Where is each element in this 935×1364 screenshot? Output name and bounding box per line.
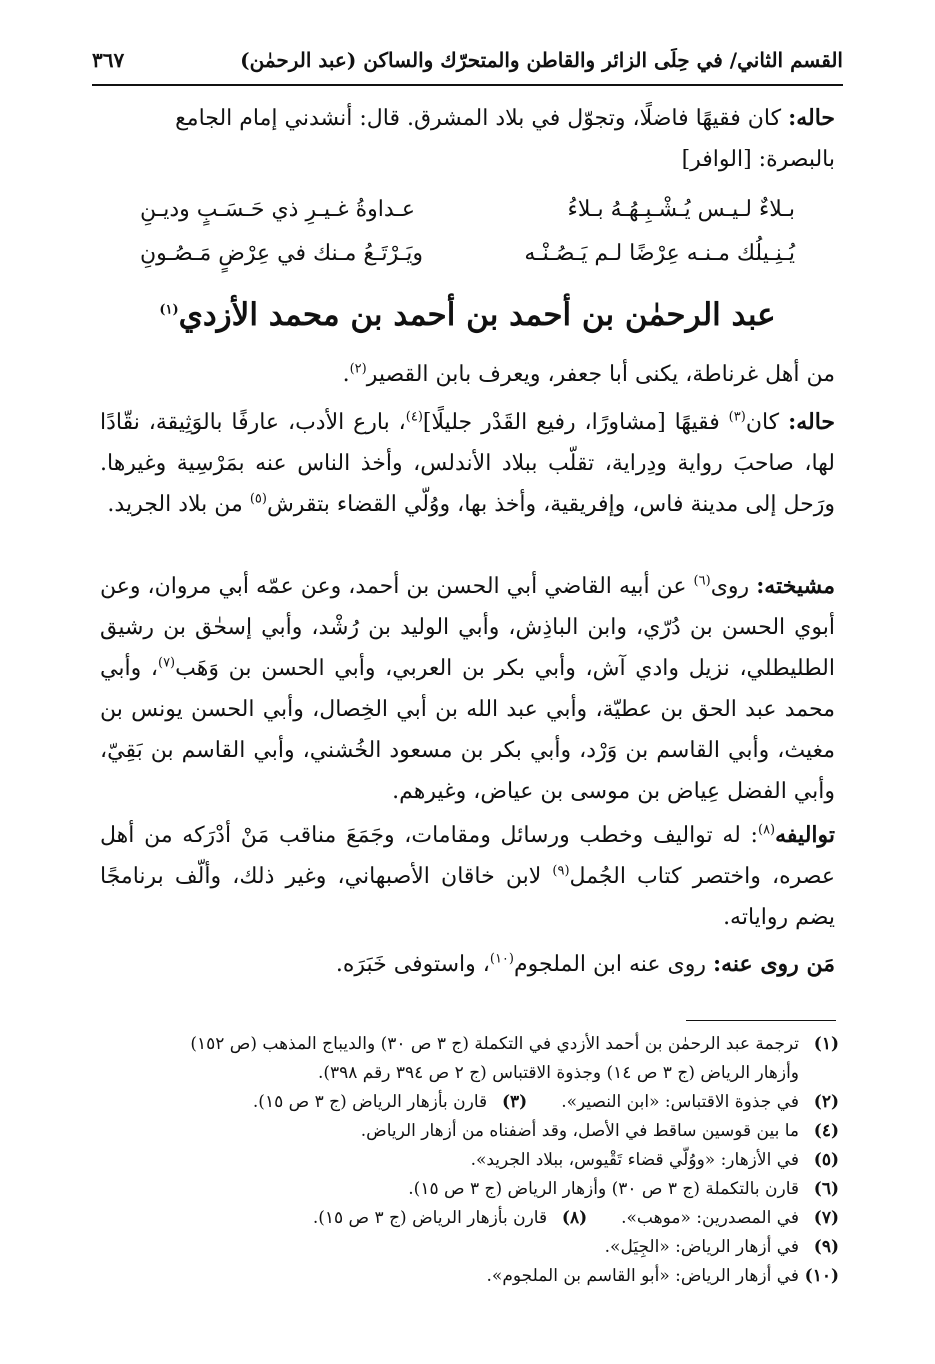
poem-verse	[140, 187, 795, 231]
paragraph-text: كان فقيهًا فاضلًا، وتجوّل في بلاد المشرق. قال: أنشدني إمام الجامع	[175, 106, 782, 131]
section-label: حاله:	[788, 409, 836, 435]
intro-paragraph	[100, 354, 835, 395]
paragraph-text: روى	[710, 574, 750, 599]
entry-title	[100, 290, 835, 340]
section-label: تواليفه	[775, 822, 835, 848]
footnote-text: في المصدرين: «موهب».	[621, 1208, 799, 1228]
hal-paragraph	[100, 402, 835, 525]
footnote-text: وأزهار الرياض (ج ٣ ص ١٤) وجذوة الاقتباس (ج ٢ ص ٣٩٤ رقم ٣٩٨).	[317, 1063, 799, 1083]
footnote-text: في أزهار الرياض: «أبو القاسم بن الملجوم».	[486, 1266, 799, 1286]
poem-verse	[140, 231, 795, 275]
section-label: مشيخته:	[756, 573, 835, 599]
footnote-ref: (١)	[159, 302, 179, 318]
footnote-ref: (٤)	[405, 409, 423, 425]
footnote-ref: (٣)	[728, 409, 746, 425]
footnote-7	[621, 1204, 839, 1233]
footnote-text: في أزهار الرياض: «الجِيَل».	[604, 1237, 799, 1257]
verse-hemistich-right: بـلاءٌ لـيـس يُـشْـبِـهُـهُ بـلاءُ	[567, 196, 795, 222]
footnote-number: (٢)	[813, 1092, 839, 1112]
footnote-ref: (٩)	[552, 863, 570, 879]
paragraph-text: بالبصرة: [الوافر]	[681, 147, 835, 172]
footnote-row-2-3	[96, 1088, 839, 1117]
footnote-number: (٦)	[813, 1179, 839, 1199]
page-number: ٣٦٧	[92, 48, 125, 72]
paragraph-text: ، بارع الأدب، عارفًا بالوَثِيقة، نقّادًا لها، صاحبَ رواية ودِراية، تقلّب ببلاد الأندلس، وأخذ الناس عنه بمَرْسِية وغيرها. ورَحل إلى مدينة فاس، وإفريقية، وأخذ بها، ووُلّي القضاء بتقرش	[100, 410, 835, 517]
footnote-6	[96, 1175, 839, 1204]
running-header	[92, 38, 843, 82]
previous-entry-paragraph	[100, 98, 835, 180]
footnote-number: (٣)	[501, 1092, 528, 1112]
footnote-number: (١)	[813, 1034, 839, 1054]
entry-title-text: عبد الرحمٰن بن أحمد بن أحمد بن محمد الأزدي	[178, 297, 776, 333]
footnote-rule	[686, 1020, 836, 1021]
footnote-number: (٧)	[813, 1208, 839, 1228]
paragraph-text: ، وأبي محمد عبد الحق بن عطيّة، وأبي عبد الله بن أبي الخِصال، وأبي الحسن يونس بن مغيث، وأبي القاسم بن وَرْد، وأبي بكر بن مسعود الخُشني، وأبي القاسم بن بَقِيّ، وأبي الفضل عِياض بن موسى بن عياض، وغيرهم.	[100, 656, 835, 804]
paragraph-text: من أهل غرناطة، يكنى أبا جعفر، ويعرف بابن القصير	[366, 362, 835, 387]
running-title: القسم الثاني/ في حِلَى الزائر والقاطن والمتحرّك والساكن (عبد الرحمٰن)	[240, 48, 843, 72]
footnote-8	[313, 1204, 587, 1233]
footnote-ref: (٨)	[757, 822, 776, 838]
footnote-ref: (١٠)	[489, 951, 514, 967]
footnote-5	[96, 1146, 839, 1175]
footnote-text: ما بين قوسين ساقط في الأصل، وقد أضفناه من أزهار الرياض.	[360, 1121, 799, 1141]
paragraph-text: : له تواليف وخطب ورسائل ومقامات، وجَمَعَ مناقب مَنْ أدْرَكه من أهل عصره، واختصر كتاب الجُمل	[100, 823, 835, 889]
header-rule	[92, 84, 843, 86]
footnote-ref: (٧)	[157, 655, 176, 671]
section-label: مَن روى عنه:	[713, 951, 835, 977]
footnote-ref: (٦)	[693, 573, 711, 589]
paragraph-text: ، واستوفى خَبَرَه.	[335, 952, 490, 977]
verse-hemistich-right: يُـنِـيلُك مـنـه عِرْضًا لـم يَـصُـنْـه	[524, 240, 795, 266]
footnote-text: في الأزهار: «ووُلّي قضاء تَقْيوس، ببلاد الجريد».	[470, 1150, 799, 1170]
verse-hemistich-left: عـداوةُ غـيـرِ ذي حَـسَـبٍ وديـنِ	[140, 196, 415, 222]
footnote-number: (٩)	[813, 1237, 839, 1257]
tawalif-paragraph	[100, 815, 835, 938]
footnote-text: في جذوة الاقتباس: «ابن النصير».	[561, 1092, 799, 1112]
paragraph-text: عن أبيه القاضي أبي الحسن بن أحمد، وعن عمّه أبي مروان، وعن أبوي الحسن بن دُرّي، وابن الباذِش، وأبي الوليد بن رُشْد، وأبي إسحٰق بن رشيق الطليطلي، نزيل وادي آش، وأبي بكر بن العربي، وأبي الحسن بن وَهَب	[100, 574, 835, 681]
footnote-text: قارن بالتكملة (ج ٣ ص ٣٠) وأزهار الرياض (ج ٣ ص ١٥).	[408, 1179, 799, 1199]
rawa-paragraph	[100, 944, 835, 985]
paragraph-text: من بلاد الجريد.	[107, 492, 243, 517]
footnote-2	[561, 1088, 839, 1117]
footnote-9	[96, 1233, 839, 1262]
footnote-number: (٤)	[813, 1121, 839, 1141]
footnote-1	[96, 1030, 839, 1059]
footnote-4	[96, 1117, 839, 1146]
paragraph-text: .	[342, 362, 350, 387]
footnote-10	[96, 1262, 839, 1291]
footnote-text: قارن بأزهار الرياض (ج ٣ ص ١٥).	[312, 1208, 548, 1228]
paragraph-text: كان	[745, 410, 780, 435]
verse-hemistich-left: ويَـرْتَـعُ مـنك في عِرْضٍ مَـصُـونِ	[140, 240, 423, 266]
section-label: حاله:	[788, 105, 835, 131]
footnote-text: قارن بأزهار الرياض (ج ٣ ص ١٥).	[252, 1092, 488, 1112]
paragraph-text: روى عنه ابن الملجوم	[514, 952, 706, 977]
footnote-number: (٨)	[561, 1208, 588, 1228]
paragraph-text: لابن خاقان الأصبهاني، وغير ذلك، وألّف برنامجًا يضم رواياته.	[100, 864, 835, 930]
footnote-ref: (٢)	[349, 361, 367, 377]
footnote-text: ترجمة عبد الرحمٰن بن أحمد الأزدي في التكملة (ج ٣ ص ٣٠) والديباج المذهب (ص ١٥٢)	[190, 1034, 799, 1054]
footnote-row-7-8	[96, 1204, 839, 1233]
footnote-number: (١٠)	[804, 1266, 839, 1286]
paragraph-text: فقيهًا [مشاورًا، رفيع القَدْر جليلًا]	[422, 410, 720, 435]
footnote-number: (٥)	[813, 1150, 839, 1170]
footnote-3	[253, 1088, 527, 1117]
mashyakha-paragraph	[100, 566, 835, 812]
footnote-1-continued	[96, 1059, 839, 1088]
footnotes	[96, 1030, 839, 1291]
footnote-ref: (٥)	[249, 491, 267, 507]
